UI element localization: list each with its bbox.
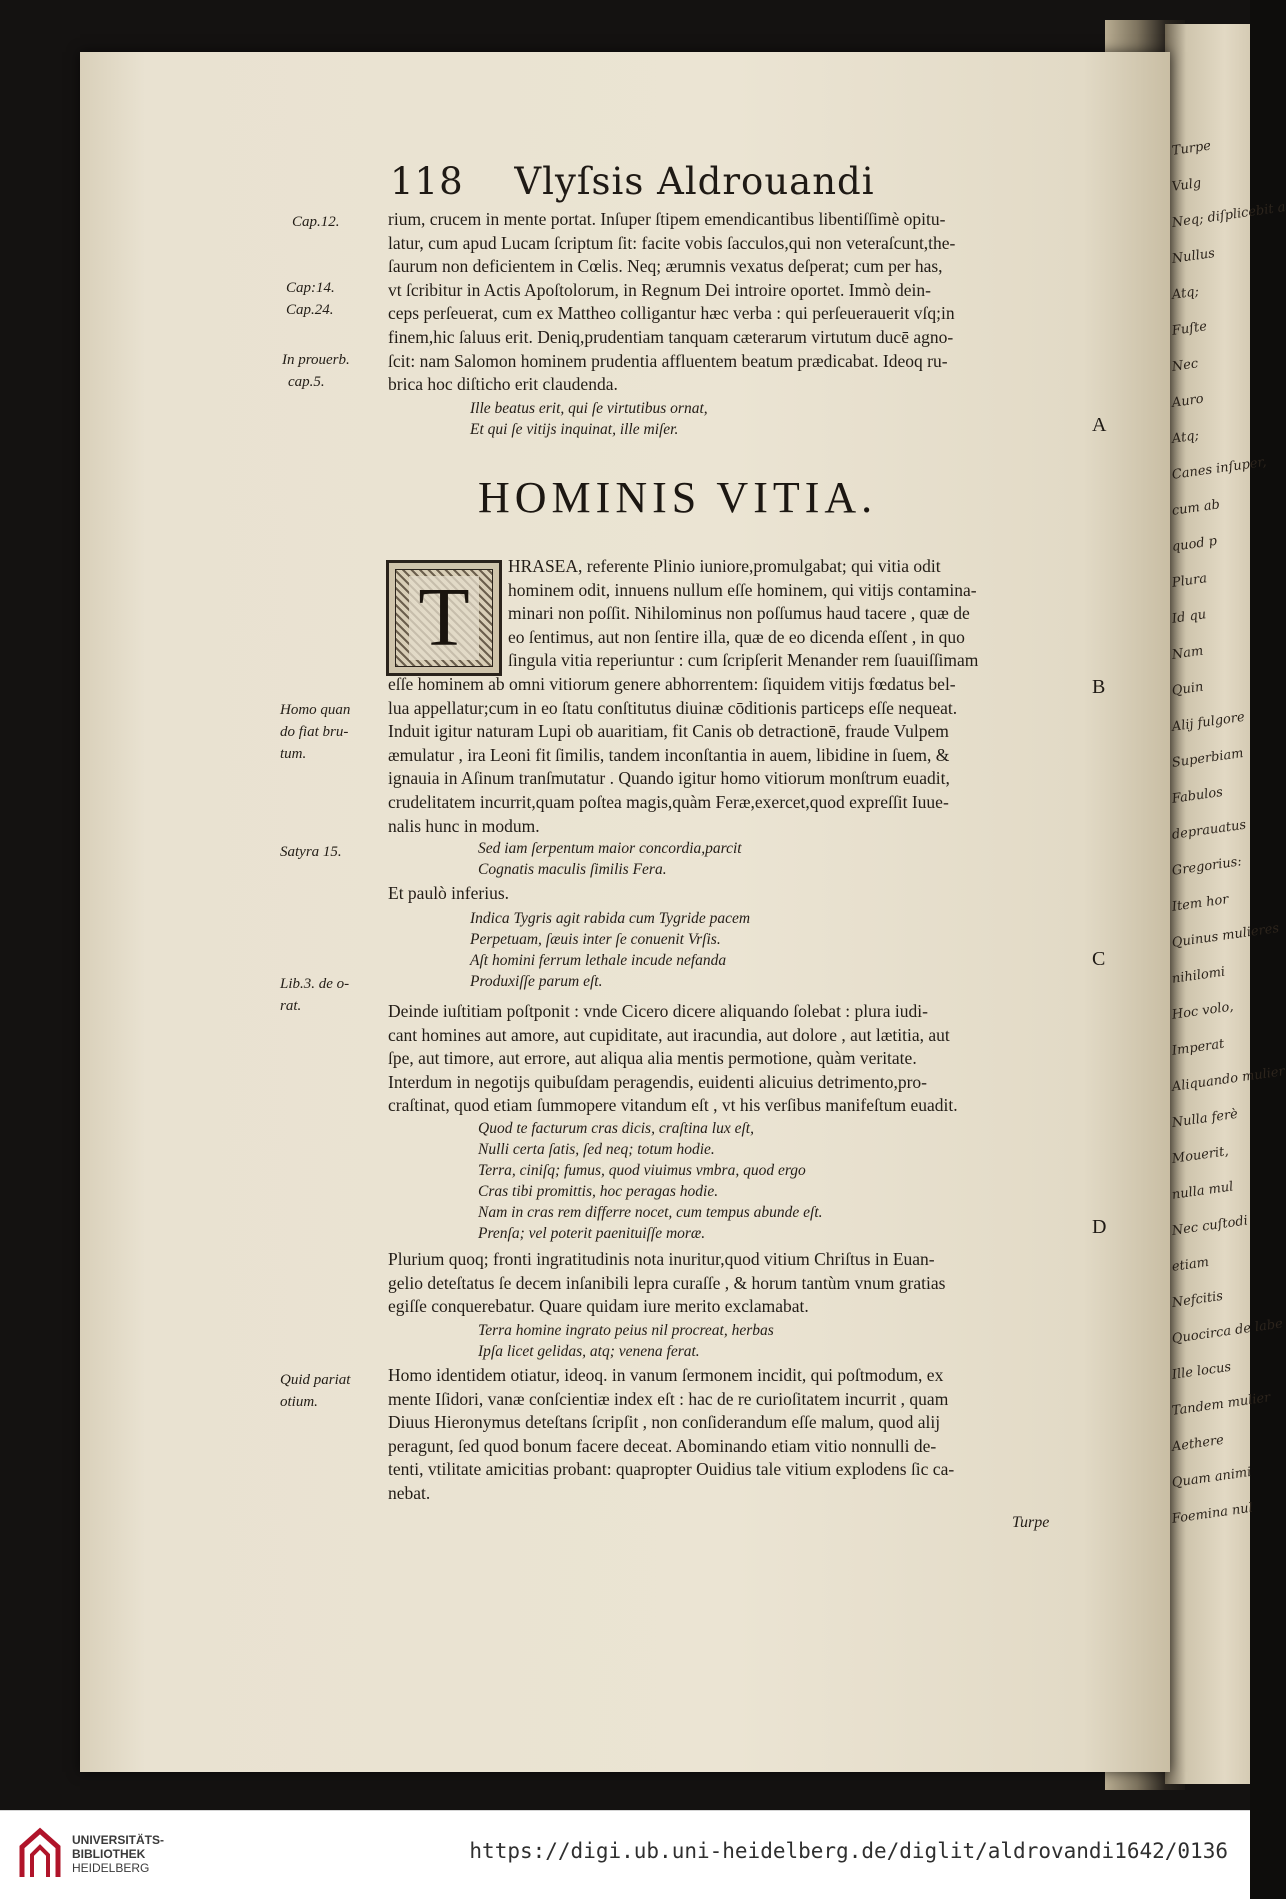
margin-note-otium: otium. bbox=[280, 1394, 318, 1410]
library-name-line-2: BIBLIOTHEK bbox=[72, 1847, 146, 1861]
margin-note-lib3: Lib.3. de o- bbox=[280, 976, 350, 992]
library-name-line-3: HEIDELBERG bbox=[72, 1861, 150, 1875]
running-title: Vlyſsis Aldrouandi bbox=[514, 160, 875, 203]
verse-block-5 bbox=[478, 1320, 1178, 1362]
text-line: ignauia in Aſinum tranſmutatur . Quando igitur homo vitiorum monſtrum euadit, bbox=[388, 768, 950, 789]
verse-line: Produxiſſe parum eſt. bbox=[470, 973, 603, 990]
verse-block-3 bbox=[470, 908, 1170, 992]
section-letter-d: D bbox=[1092, 1216, 1107, 1238]
text-line: gelio deteſtatus ſe decem inſanibili lepra curaſſe , & horum tantùm vnum gratias bbox=[388, 1272, 946, 1293]
text-line: Deinde iuſtitiam poſtponit : vnde Cicero dicere aliquando ſolebat : plura iudi- bbox=[388, 1001, 928, 1021]
facing-page-fragment: Quinus mulieres bbox=[1171, 920, 1281, 951]
facing-page-fragment: Fuſte bbox=[1171, 319, 1208, 339]
university-library-logo-icon bbox=[18, 1825, 62, 1881]
facing-page-fragment: Id qu bbox=[1171, 607, 1208, 627]
text-line: minari non poſſit. Nihilominus non poſſumus haud tacere , quæ de bbox=[508, 603, 970, 624]
paragraph-vices bbox=[388, 673, 1088, 838]
margin-note-do-fiat: do fiat bru- bbox=[280, 724, 349, 740]
library-name-line-1: UNIVERSITÄTS- bbox=[72, 1833, 165, 1847]
facing-page-fragment: deprauatus bbox=[1171, 817, 1248, 843]
facing-page-fragment: Nam bbox=[1171, 643, 1205, 663]
verse-line: Sed iam ſerpentum maior concordia,parcit bbox=[478, 840, 742, 857]
facing-page-fragment: Nec bbox=[1171, 356, 1200, 375]
text-line: peragunt, ſed quod bonum facere deceat. Abominando etiam vitio nonnulli de- bbox=[388, 1435, 937, 1456]
facing-page-fragment: Foemina nul bbox=[1171, 1500, 1254, 1527]
verse-line: Perpetuam, ſæuis inter ſe conuenit Vrſis. bbox=[470, 931, 721, 948]
chapter-heading: HOMINIS VITIA. bbox=[478, 473, 878, 522]
facing-page-fragment: Superbiam bbox=[1171, 745, 1245, 771]
verse-line: Ipſa licet gelidas, atq; venena ferat. bbox=[478, 1343, 700, 1360]
facing-page-fragment: Quocirca de labe bbox=[1171, 1316, 1284, 1347]
catchword: Turpe bbox=[1012, 1514, 1050, 1531]
text-line: Induit igitur naturam Lupi ob auaritiam, fit Canis ob detractionē, fraude Vulpem bbox=[388, 721, 949, 742]
text-line: egiſſe conquerebatur. Quare quidam iure merito exclamabat. bbox=[388, 1296, 809, 1317]
text-line: mente Iſidori, vanæ conſcientiæ index eſt : hac de re curioſitatem incurrit , quam bbox=[388, 1388, 949, 1409]
text-line: hominem odit, innuens nullum eſſe hominem, qui vitijs contamina- bbox=[508, 579, 977, 600]
facing-page-fragment: Quam animi bbox=[1171, 1464, 1253, 1491]
library-name bbox=[72, 1833, 164, 1875]
facing-page-fragment: Nec cuſtodi bbox=[1171, 1213, 1249, 1239]
text-line: ſpe, aut timore, aut errore, aut aliqua alia mentis permotione, quàm veritate. bbox=[388, 1048, 917, 1069]
facing-page-fragment: nulla mul bbox=[1171, 1179, 1235, 1203]
verse-line: Cognatis maculis ſimilis Fera. bbox=[478, 861, 667, 878]
verse-line: Quod te facturum cras dicis, craſtina lux eſt, bbox=[478, 1120, 754, 1137]
facing-page-fragment: nihilomi bbox=[1171, 964, 1227, 987]
verse-line: Nulli certa ſatis, ſed neq; totum hodie. bbox=[478, 1141, 715, 1158]
facing-page-fragment: cum ab bbox=[1171, 497, 1221, 519]
running-head bbox=[390, 160, 875, 203]
facing-page-fragment: Aethere bbox=[1171, 1432, 1225, 1455]
paragraph-top bbox=[388, 208, 1088, 397]
text-line: ſcit: nam Salomon hominem prudentia affluentem beatum prædicabat. Ideoq ru- bbox=[388, 350, 948, 371]
text-line: Et paulò inferius. bbox=[388, 883, 510, 903]
text-line: tenti, vtilitate amicitias probant: quapropter Ouidius tale vitium explodens ſic ca- bbox=[388, 1459, 955, 1480]
facing-page-fragment: Nefcitis bbox=[1171, 1288, 1224, 1311]
verse-block-2 bbox=[478, 838, 1178, 880]
paragraph-ingratitude bbox=[388, 1248, 1088, 1319]
margin-note-tum: tum. bbox=[280, 746, 307, 762]
permalink-url[interactable]: https://digi.ub.uni-heidelberg.de/diglit/aldrovandi1642/0136 bbox=[469, 1839, 1228, 1863]
facing-page-fragment: Atq; bbox=[1171, 284, 1200, 303]
margin-note-quid-pariat: Quid pariat bbox=[280, 1372, 351, 1388]
text-line: HRASEA, referente Plinio iuniore,promulgabat; qui vitia odit bbox=[508, 556, 941, 576]
text-line: crudelitatem incurrit,quam poſtea magis,quàm Feræ,exercet,quod expreſſit Iuue- bbox=[388, 791, 949, 812]
text-line: lua appellatur;cum in eo ſtatu conſtitutus diuinæ cōditionis particeps eſſe nequeat. bbox=[388, 697, 958, 718]
facing-page-fragment: Canes inſuper, bbox=[1171, 454, 1268, 483]
verse-line: Et qui ſe vitijs inquinat, ille miſer. bbox=[470, 421, 679, 438]
et-paulo-line bbox=[388, 882, 1088, 906]
facing-page-fragment: Fabulos bbox=[1171, 784, 1224, 807]
facing-page-fragment: etiam bbox=[1171, 1254, 1210, 1275]
facing-page-fragment: Hoc volo, bbox=[1171, 999, 1235, 1023]
text-line: cant homines aut amore, aut cupiditate, aut iracundia, aut dolore , aut lætitia, aut bbox=[388, 1024, 950, 1045]
margin-note-rat: rat. bbox=[280, 998, 302, 1014]
paragraph-justice bbox=[388, 1000, 1088, 1118]
intro-paragraph bbox=[508, 555, 1088, 673]
text-line: vt ſcribitur in Actis Apoſtolorum, in Regnum Dei introire oportet. Immò dein- bbox=[388, 279, 931, 300]
facing-page-fragment: Item hor bbox=[1171, 892, 1230, 915]
margin-note-cap12: Cap.12. bbox=[292, 214, 340, 230]
verse-line: Ille beatus erit, qui ſe virtutibus ornat, bbox=[470, 400, 708, 417]
facing-page-fragment: Neq; diſplicebit a bbox=[1171, 200, 1286, 231]
facing-page-fragment: Aliquando mulier bbox=[1171, 1064, 1286, 1095]
text-line: rium, crucem in mente portat. Inſuper ſtipem emendicantibus libentiſſimè opitu- bbox=[388, 209, 946, 229]
verse-line: Terra, ciniſq; fumus, quod viuimus vmbra, quod ergo bbox=[478, 1162, 806, 1179]
section-letter-a: A bbox=[1092, 414, 1107, 436]
section-letter-c: C bbox=[1092, 948, 1106, 970]
margin-note-cap14: Cap:14. bbox=[286, 280, 335, 296]
margin-note-prouerb: In prouerb. bbox=[282, 352, 350, 368]
verse-line: Nam in cras rem differre nocet, cum tempus abunde eſt. bbox=[478, 1204, 823, 1221]
margin-note-homo-quan: Homo quan bbox=[280, 702, 351, 718]
paragraph-idleness bbox=[388, 1364, 1088, 1506]
facing-page-fragment: Plura bbox=[1171, 571, 1208, 591]
facing-page-fragment: Gregorius: bbox=[1171, 854, 1243, 879]
facing-page-fragment: Mouerit, bbox=[1171, 1144, 1230, 1167]
facing-page-fragment: Ille locus bbox=[1171, 1359, 1233, 1383]
text-line: nebat. bbox=[388, 1482, 431, 1503]
facing-page-fragment: Atq; bbox=[1171, 428, 1200, 447]
text-line: Homo identidem otiatur, ideoq. in vanum ſermonem incidit, qui poſtmodum, ex bbox=[388, 1365, 944, 1385]
verse-block-4 bbox=[478, 1118, 1178, 1244]
margin-note-cap24: Cap.24. bbox=[286, 302, 334, 318]
decorated-initial bbox=[386, 560, 502, 676]
margin-note-satyra: Satyra 15. bbox=[280, 844, 342, 860]
facing-page-fragment: Tandem mulier bbox=[1171, 1390, 1272, 1419]
text-line: craſtinat, quod etiam ſummopere vitandum eſt , vt his verſibus manifeſtum euadit. bbox=[388, 1095, 958, 1116]
facing-page-fragment: Imperat bbox=[1171, 1036, 1226, 1059]
verse-block-1 bbox=[470, 398, 1170, 440]
viewer-footer bbox=[0, 1810, 1250, 1899]
verse-line: Terra homine ingrato peius nil procreat, herbas bbox=[478, 1322, 774, 1339]
text-line: Interdum in negotijs quibuſdam peragendis, euidenti alicuius detrimento,pro- bbox=[388, 1071, 927, 1092]
initial-letter: T bbox=[409, 576, 479, 660]
text-line: æmulatur , ira Leoni fit ſimilis, tandem inconſtantia in auem, libidine in ſuem, & bbox=[388, 744, 950, 765]
text-line: eſſe hominem ab omni vitiorum genere abhorrentem: ſiquidem vitijs fœdatus bel- bbox=[388, 674, 956, 694]
text-line: ſaurum non deficientem in Cœlis. Neq; ærumnis vexatus deſperat; cum per has, bbox=[388, 256, 943, 277]
text-line: brica hoc diſticho erit claudenda. bbox=[388, 374, 618, 395]
text-line: finem,hic ſaluus erit. Deniq,prudentiam tanquam cæterarum virtutum ducē agno- bbox=[388, 326, 954, 347]
text-line: Diuus Hieronymus deteſtans ſcripſit , non conſiderandum eſſe malum, quod alij bbox=[388, 1412, 941, 1433]
text-line: ſingula vitia reperiuntur : cum ſcripſerit Menander rem ſuauiſſimam bbox=[508, 650, 979, 671]
facing-page-fragment: Nulla ferè bbox=[1171, 1106, 1239, 1131]
initial-ornament bbox=[395, 569, 493, 667]
verse-line: Indica Tygris agit rabida cum Tygride pacem bbox=[470, 910, 751, 927]
facing-page-fragment: Quin bbox=[1171, 679, 1205, 699]
verse-line: Cras tibi promittis, hoc peragas hodie. bbox=[478, 1183, 719, 1200]
page-number: 118 bbox=[390, 160, 464, 203]
facing-page-fragment: Turpe bbox=[1171, 138, 1212, 159]
text-line: latur, cum apud Lucam ſcriptum ſit: facite vobis ſacculos,qui non veteraſcunt,the- bbox=[388, 232, 956, 253]
verse-line: Aſt homini ferrum lethale incude nefanda bbox=[470, 952, 727, 969]
text-line: nalis hunc in modum. bbox=[388, 815, 540, 836]
facing-page-fragment: Nullus bbox=[1171, 246, 1216, 267]
text-line: ceps perſeuerat, cum ex Mattheo colligantur hæc verba : qui perſeuerauerit vſq;in bbox=[388, 303, 955, 324]
facing-page-edge bbox=[1165, 24, 1286, 1784]
verse-line: Prenſa; vel poterit paenituiſſe moræ. bbox=[478, 1225, 706, 1242]
margin-note-cap5: cap.5. bbox=[288, 374, 325, 390]
facing-page-fragment: Vulg bbox=[1171, 175, 1203, 195]
text-line: Plurium quoq; fronti ingratitudinis nota inuritur,quod vitium Chriſtus in Euan- bbox=[388, 1249, 935, 1269]
section-letter-b: B bbox=[1092, 676, 1106, 698]
facing-page-fragment: Alij fulgore bbox=[1171, 709, 1246, 735]
facing-page-fragment: quod p bbox=[1171, 533, 1218, 555]
text-line: eo ſentimus, aut non ſentire illa, quæ de eo dicenda eſſent , in quo bbox=[508, 626, 965, 647]
facing-page-fragment: Auro bbox=[1171, 391, 1205, 411]
